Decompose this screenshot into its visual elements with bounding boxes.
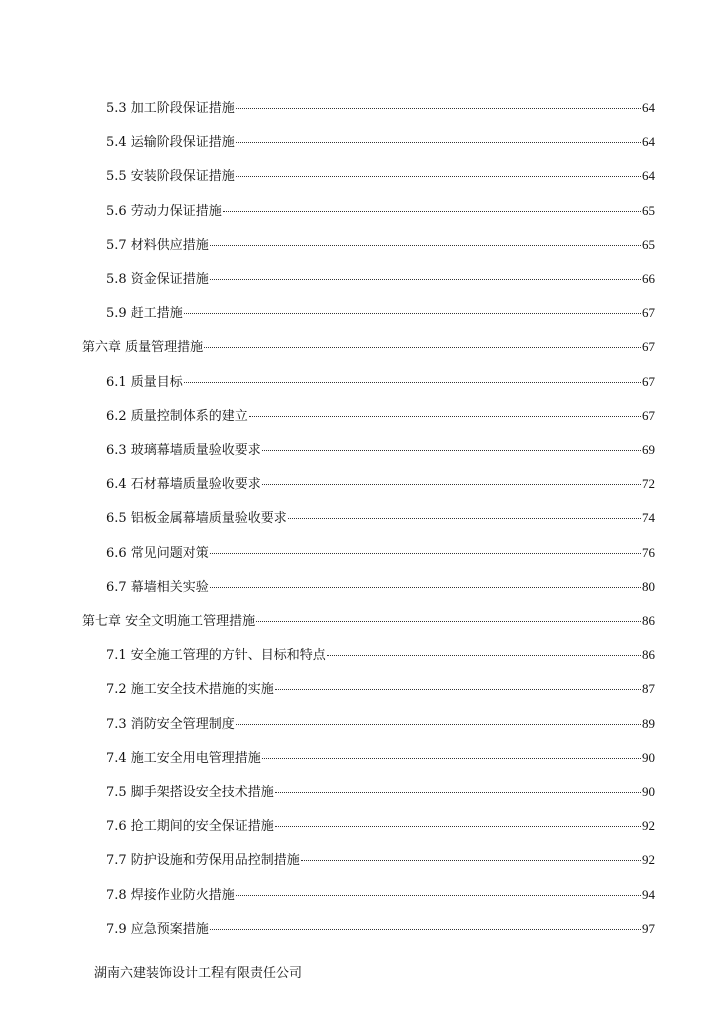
toc-dot-leader — [256, 609, 641, 625]
toc-entry-title: 6.5 铝板金属幕墙质量验收要求 — [106, 511, 287, 526]
toc-dot-leader — [223, 199, 641, 215]
toc-entry-title: 5.7 材料供应措施 — [106, 238, 209, 253]
toc-entry-page-number: 67 — [642, 374, 655, 389]
toc-chapter-entry[interactable] — [82, 609, 655, 629]
toc-entry-page-number: 66 — [642, 271, 655, 286]
toc-section-entry[interactable] — [106, 677, 655, 697]
toc-entry-title: 7.9 应急预案措施 — [106, 922, 209, 937]
toc-section-entry[interactable] — [106, 199, 655, 219]
toc-entry-title: 5.8 资金保证措施 — [106, 272, 209, 287]
toc-entry-title: 5.9 赶工措施 — [106, 306, 183, 321]
toc-section-entry[interactable] — [106, 370, 655, 390]
toc-entry-title: 7.1 安全施工管理的方针、目标和特点 — [106, 648, 326, 663]
toc-section-entry[interactable] — [106, 883, 655, 903]
toc-entry-page-number: 67 — [642, 339, 655, 354]
toc-section-entry[interactable] — [106, 438, 655, 458]
toc-entry-title: 7.8 焊接作业防火措施 — [106, 888, 235, 903]
toc-entry-page-number: 89 — [642, 716, 655, 731]
toc-dot-leader — [275, 780, 641, 796]
toc-section-entry[interactable] — [106, 130, 655, 150]
toc-section-entry[interactable] — [106, 712, 655, 732]
toc-entry-title: 7.6 抢工期间的安全保证措施 — [106, 819, 274, 834]
toc-entry-page-number: 92 — [642, 852, 655, 867]
toc-section-entry[interactable] — [106, 472, 655, 492]
toc-entry-page-number: 86 — [642, 613, 655, 628]
toc-entry-page-number: 69 — [642, 442, 655, 457]
toc-chapter-entry[interactable] — [82, 335, 655, 355]
toc-dot-leader — [275, 677, 641, 693]
toc-dot-leader — [249, 404, 641, 420]
toc-entry-title: 7.4 施工安全用电管理措施 — [106, 751, 261, 766]
toc-entry-title: 6.2 质量控制体系的建立 — [106, 409, 248, 424]
toc-dot-leader — [327, 643, 641, 659]
toc-dot-leader — [204, 335, 641, 351]
toc-section-entry[interactable] — [106, 96, 655, 116]
toc-entry-page-number: 67 — [642, 408, 655, 423]
toc-dot-leader — [184, 301, 641, 317]
toc-dot-leader — [236, 883, 641, 899]
toc-dot-leader — [262, 438, 641, 454]
toc-entry-page-number: 87 — [642, 681, 655, 696]
toc-entry-page-number: 90 — [642, 750, 655, 765]
toc-dot-leader — [210, 541, 641, 557]
toc-dot-leader — [210, 917, 641, 933]
toc-entry-page-number: 65 — [642, 203, 655, 218]
toc-entry-page-number: 64 — [642, 134, 655, 149]
toc-section-entry[interactable] — [106, 814, 655, 834]
toc-section-entry[interactable] — [106, 917, 655, 937]
toc-dot-leader — [210, 233, 641, 249]
toc-entry-page-number: 90 — [642, 784, 655, 799]
toc-dot-leader — [236, 96, 641, 112]
toc-entry-title: 5.5 安装阶段保证措施 — [106, 169, 235, 184]
toc-entry-page-number: 72 — [642, 476, 655, 491]
toc-section-entry[interactable] — [106, 848, 655, 868]
toc-entry-title: 6.7 幕墙相关实验 — [106, 580, 209, 595]
toc-entry-title: 第七章 安全文明施工管理措施 — [82, 614, 256, 629]
toc-dot-leader — [288, 506, 641, 522]
toc-dot-leader — [184, 370, 641, 386]
toc-entry-title: 5.6 劳动力保证措施 — [106, 204, 222, 219]
toc-section-entry[interactable] — [106, 164, 655, 184]
toc-dot-leader — [236, 164, 641, 180]
toc-entry-page-number: 76 — [642, 545, 655, 560]
toc-entry-title: 7.3 消防安全管理制度 — [106, 717, 235, 732]
toc-entry-title: 7.2 施工安全技术措施的实施 — [106, 682, 274, 697]
toc-section-entry[interactable] — [106, 506, 655, 526]
toc-dot-leader — [210, 267, 641, 283]
toc-dot-leader — [275, 814, 641, 830]
toc-section-entry[interactable] — [106, 575, 655, 595]
toc-entry-title: 6.1 质量目标 — [106, 375, 183, 390]
toc-section-entry[interactable] — [106, 301, 655, 321]
toc-section-entry[interactable] — [106, 267, 655, 287]
toc-entry-title: 7.5 脚手架搭设安全技术措施 — [106, 785, 274, 800]
toc-dot-leader — [262, 472, 641, 488]
page-footer-company: 湖南六建装饰设计工程有限责任公司 — [94, 966, 303, 981]
toc-entry-title: 6.4 石材幕墙质量验收要求 — [106, 477, 261, 492]
toc-section-entry[interactable] — [106, 643, 655, 663]
toc-section-entry[interactable] — [106, 404, 655, 424]
toc-section-entry[interactable] — [106, 746, 655, 766]
toc-entry-title: 6.3 玻璃幕墙质量验收要求 — [106, 443, 261, 458]
toc-dot-leader — [262, 746, 641, 762]
toc-entry-page-number: 80 — [642, 579, 655, 594]
toc-section-entry[interactable] — [106, 780, 655, 800]
toc-entry-page-number: 94 — [642, 887, 655, 902]
toc-section-entry[interactable] — [106, 541, 655, 561]
toc-dot-leader — [236, 130, 641, 146]
toc-entry-page-number: 64 — [642, 100, 655, 115]
toc-entry-title: 第六章 质量管理措施 — [82, 340, 204, 355]
toc-entry-page-number: 86 — [642, 647, 655, 662]
toc-entry-title: 5.3 加工阶段保证措施 — [106, 101, 235, 116]
toc-entry-title: 5.4 运输阶段保证措施 — [106, 135, 235, 150]
toc-entry-page-number: 67 — [642, 305, 655, 320]
toc-dot-leader — [301, 848, 641, 864]
toc-entry-title: 7.7 防护设施和劳保用品控制措施 — [106, 853, 300, 868]
toc-entry-title: 6.6 常见问题对策 — [106, 546, 209, 561]
toc-entry-page-number: 74 — [642, 510, 655, 525]
toc-entry-page-number: 97 — [642, 921, 655, 936]
toc-dot-leader — [210, 575, 641, 591]
toc-entry-page-number: 65 — [642, 237, 655, 252]
toc-dot-leader — [236, 712, 641, 728]
toc-entry-page-number: 64 — [642, 168, 655, 183]
toc-entry-page-number: 92 — [642, 818, 655, 833]
toc-section-entry[interactable] — [106, 233, 655, 253]
